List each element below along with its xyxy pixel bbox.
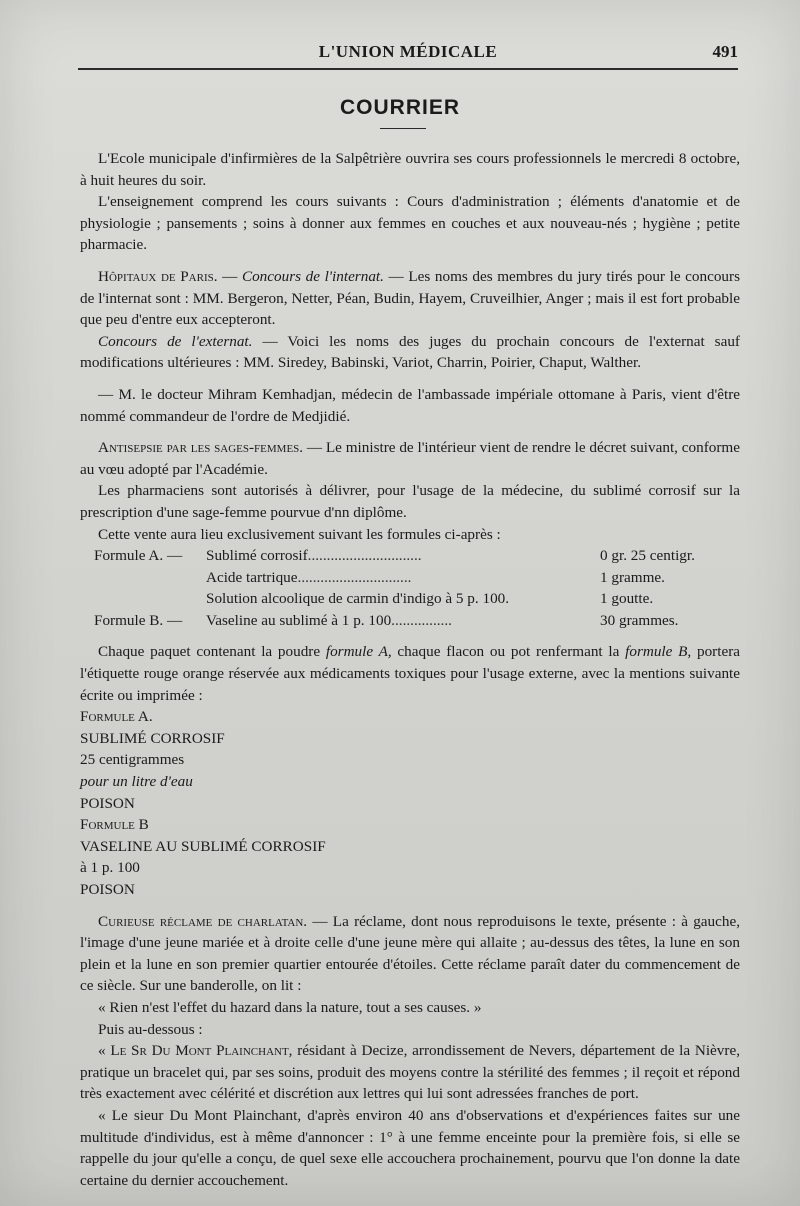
paragraph-vente: Cette vente aura lieu exclusivement suivant les formules ci-après : — [98, 525, 501, 543]
rubric-reclame: Curieuse réclame de charlatan. — [98, 912, 308, 930]
running-header — [78, 40, 738, 70]
running-title: L'UNION MÉDICALE — [318, 42, 498, 61]
formula-item: Acide tartrique — [206, 568, 298, 586]
rubric-hopitaux: Hôpitaux de Paris. — [98, 267, 218, 285]
dash: — — [217, 267, 242, 285]
section-title: COURRIER — [339, 96, 460, 119]
label-a-line: pour un litre d'eau — [80, 773, 193, 791]
label-a-heading: Formule A. — [80, 708, 153, 726]
paragraph-salpetriere: L'Ecole municipale d'infirmières de la Salpêtrière ouvrira ses cours professionnels le mercredi 8 octobre, à huit heures du soir. — [80, 150, 740, 189]
paragraph-internat — [80, 266, 740, 331]
paragraph-sieur: « Le sieur Du Mont Plainchant, d'après environ 40 ans d'observations et d'expériences faites sur une multitude d'individus, est à même d'annoncer : 1° à une femme enceinte pour la première fois, si elle se rappelle du jour qu'elle a conçu, de quel sexe elle accouchera prochainement, pourvu que l'on donne la date certaine du dernier accouchement. — [80, 1106, 740, 1189]
internat-heading: Concours de l'internat. — [241, 267, 384, 285]
paragraph-enseignement: L'enseignement comprend les cours suivants : Cours d'administration ; éléments d'anatomie et de physiologie ; pansements ; soins à donner aux femmes en couches et aux nouveau-nés ; hygiène ; petite pharmacie. — [80, 193, 740, 254]
formula-quantity: 0 gr. 25 centigr. — [600, 547, 695, 565]
formula-quantity: 1 goutte. — [600, 590, 654, 608]
label-b-poison: POISON — [80, 881, 135, 898]
article-body — [80, 148, 740, 1191]
paragraph-etiquette — [80, 641, 740, 706]
rubric-antisepsie: Antisepsie par les sages-femmes. — [98, 439, 304, 457]
formula-row — [80, 588, 740, 610]
leader-dots: ................ — [391, 611, 452, 629]
leader-dots: .............................. — [297, 568, 412, 586]
formula-table — [80, 545, 740, 631]
formula-item: Sublimé corrosif — [206, 547, 308, 565]
formula-row — [80, 567, 740, 589]
label-b-heading: Formule B — [80, 816, 149, 834]
antisepsie-text: — Le ministre de l'intérieur vient de rendre le décret suivant, conforme au vœu adopté par l'Académie. — [80, 439, 740, 478]
leader-dots: .............................. — [307, 547, 422, 565]
paragraph-antisepsie — [80, 437, 740, 480]
paragraph-plainchant — [80, 1040, 740, 1105]
paragraph-pharmaciens: Les pharmaciens sont autorisés à délivrer, pour l'usage de la médecine, du sublimé corrosif sur la prescription d'une sage-femme pourvue d'nn diplôme. — [80, 482, 740, 521]
formula-item: Solution alcoolique de carmin d'indigo à 5 p. 100. — [206, 590, 510, 608]
formula-quantity: 30 grammes. — [600, 611, 679, 629]
reclame-text: — La réclame, dont nous reproduisons le texte, présente : à gauche, l'image d'une jeune mariée et à droite celle d'une jeune mère qui allaite ; au-dessus des têtes, la lune en son plein et la lune en son premier quartier entourée d'étoiles. Cette réclame paraît dater du commencement de ce siècle. Sur une banderolle, on lit : — [80, 912, 740, 995]
paragraph-kemhadjan: — M. le docteur Mihram Kemhadjan, médecin de l'ambassade impériale ottomane à Paris, vient d'être nommé commandeur de l'ordre de Medjidié. — [80, 385, 740, 425]
label-a-poison: POISON — [80, 794, 135, 812]
formula-quantity: 1 gramme. — [600, 568, 665, 586]
quote-mark: « — [98, 1042, 111, 1060]
externat-text: — Voici les noms des juges du prochain concours de l'externat sauf modifications ultérieures : MM. Siredey, Babinski, Variot, Charrin, Poirier, Chaput, Walther. — [80, 332, 740, 372]
label-b-line: VASELINE AU SUBLIMÉ CORROSIF — [80, 837, 326, 855]
formule-a-ref: formule A, — [325, 643, 392, 661]
paragraph-externat — [80, 331, 740, 374]
title-rule — [380, 128, 426, 129]
label-b-line: à 1 p. 100 — [80, 859, 140, 877]
formula-label: Formule B. — — [94, 611, 183, 629]
etiquette-text: portera l'étiquette rouge orange réservée aux médicaments toxiques pour l'usage externe, avec la mentions suivante écrite ou imprimée : — [80, 643, 741, 704]
paragraph-puis: Puis au-dessous : — [98, 1020, 203, 1038]
label-a-line: SUBLIMÉ CORROSIF — [80, 729, 225, 747]
externat-heading: Concours de l'externat. — [98, 332, 253, 350]
formule-b-ref: formule B, — [625, 643, 692, 661]
paragraph-banderolle-quote: « Rien n'est l'effet du hazard dans la nature, tout a ses causes. » — [98, 998, 482, 1016]
formula-label: Formule A. — — [94, 547, 183, 565]
label-a-line: 25 centigrammes — [80, 751, 185, 769]
plainchant-name: Le Sr Du Mont Plainchant, — [110, 1042, 293, 1060]
paragraph-reclame — [80, 911, 740, 997]
etiquette-text: chaque flacon ou pot renfermant la — [391, 643, 626, 661]
plainchant-text: résidant à Decize, arrondissement de Nevers, département de la Nièvre, pratique un bracelet qui, par ses soins, produit des moyens contre la stérilité des femmes ; il reçoit et répond très exactement avec célérité et discrétion aux lettres qui lui sont adressées franches de port. — [80, 1042, 740, 1103]
formula-row — [80, 545, 740, 567]
internat-text: — Les noms des membres du jury tirés pour le concours de l'internat sont : MM. Bergeron, Netter, Péan, Budin, Hayem, Cruveilhier, Anger ; mais il est fort probable que peu d'entre eux accepteront. — [80, 267, 740, 329]
formula-item: Vaseline au sublimé à 1 p. 100 — [206, 611, 392, 629]
formula-row — [80, 610, 740, 632]
label-specimens — [80, 706, 740, 900]
etiquette-text: Chaque paquet contenant la poudre — [98, 643, 326, 661]
page-number: 491 — [712, 42, 738, 61]
